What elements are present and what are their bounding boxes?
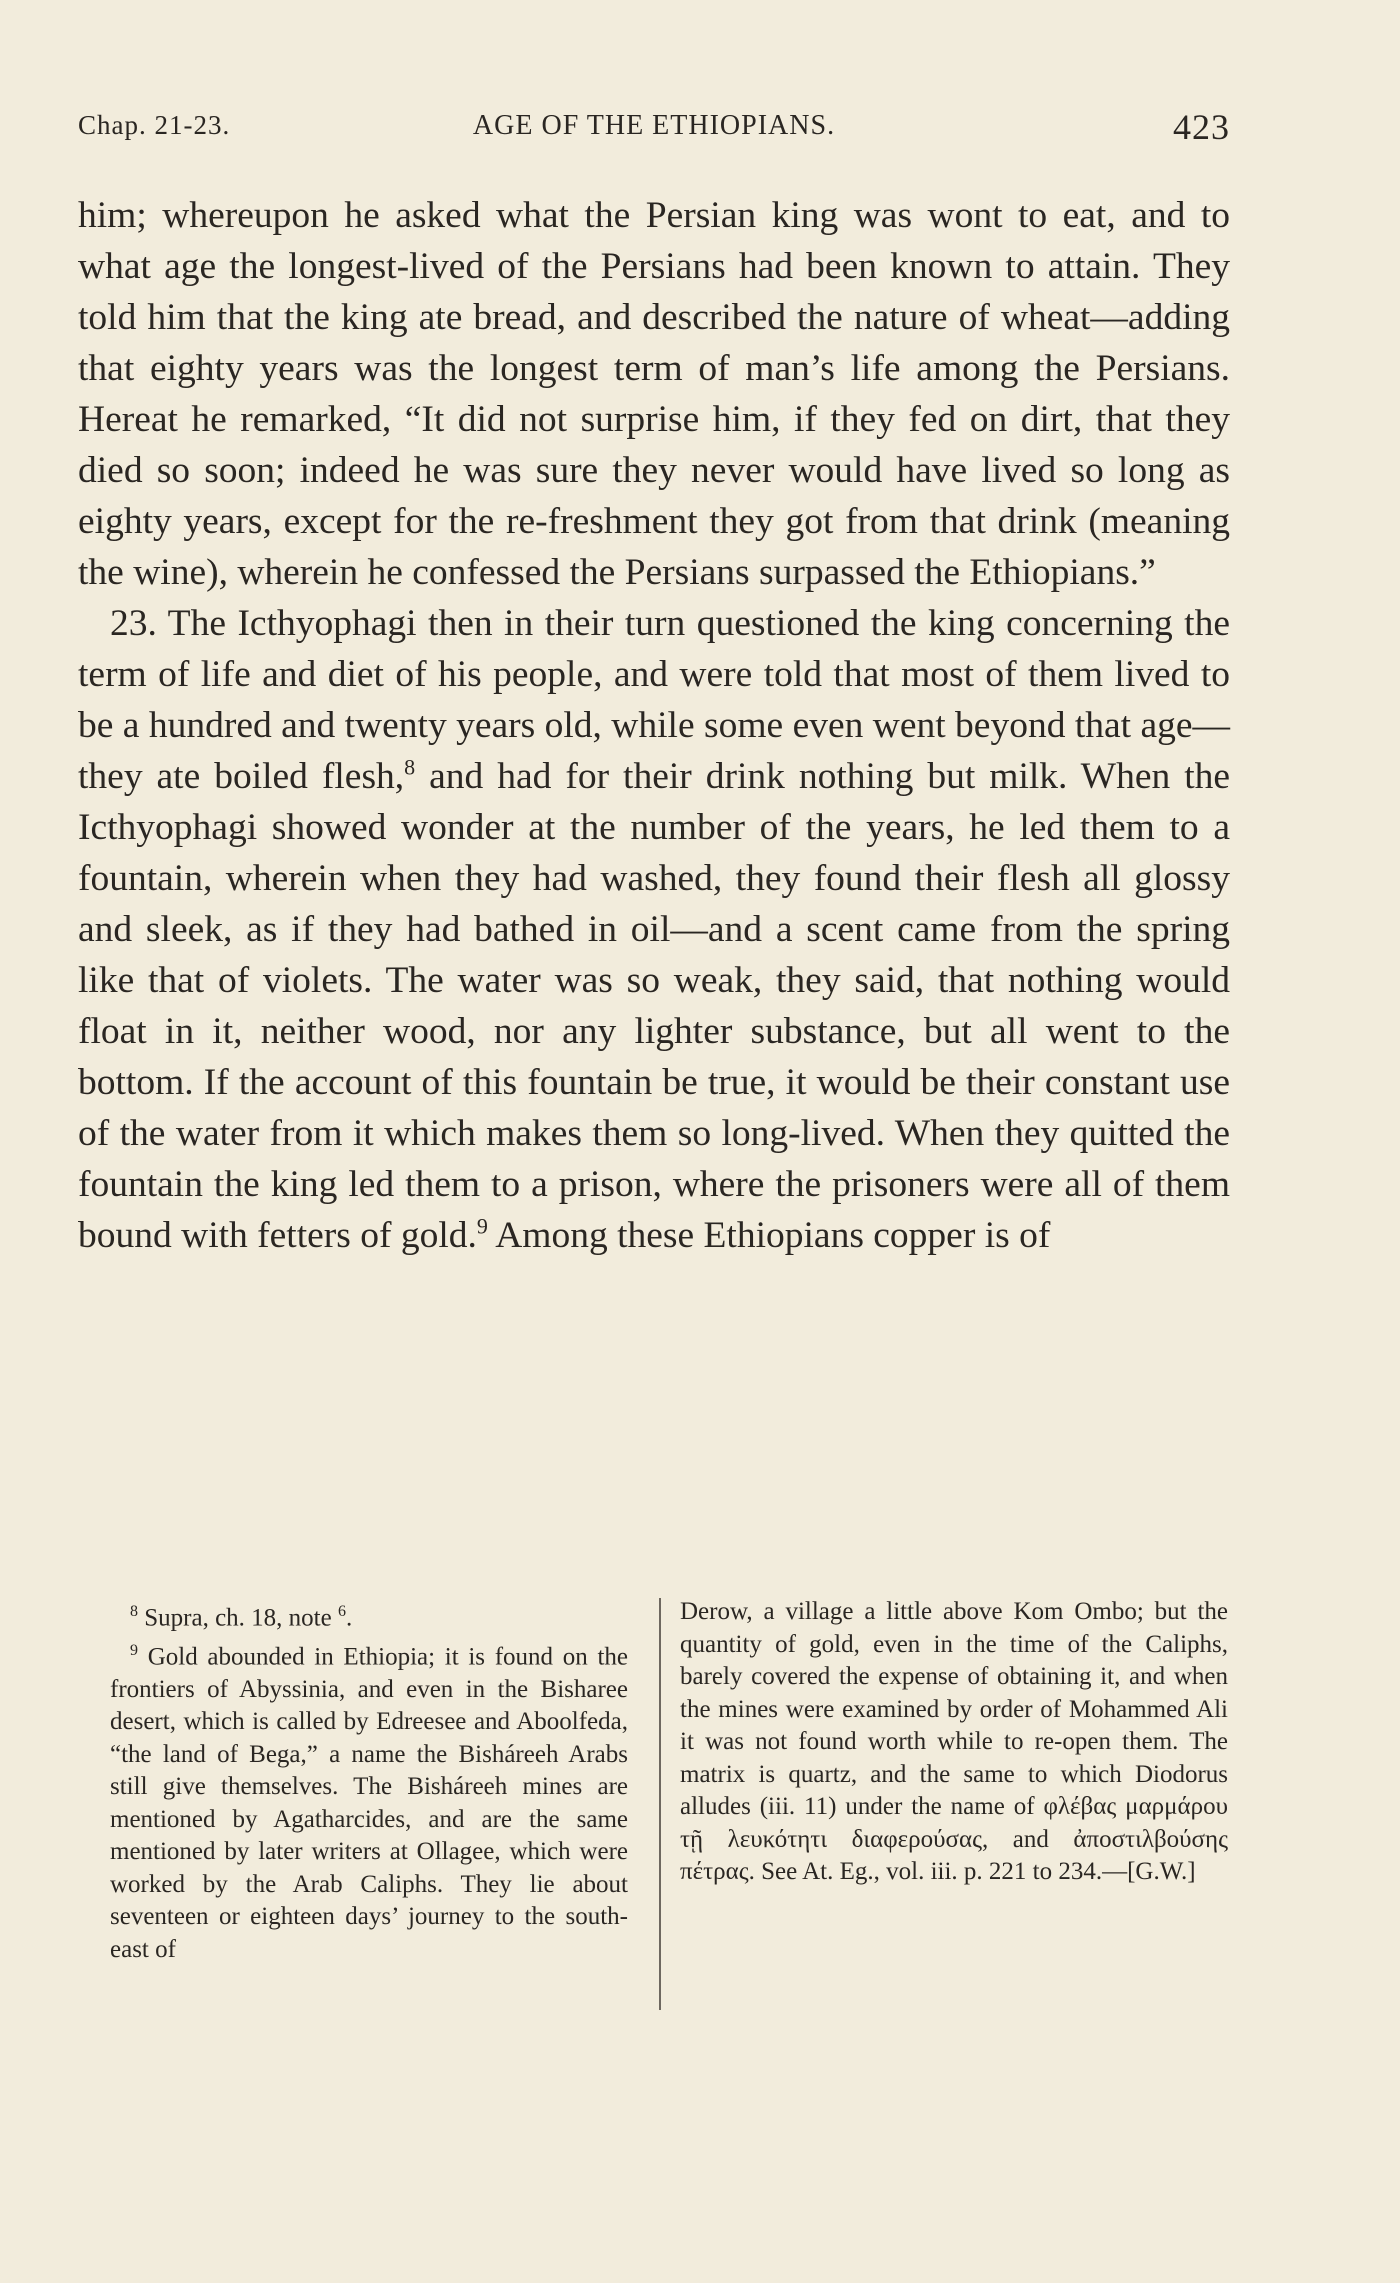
paragraph-text-part: and had for their drink nothing but milk. When the Icthyophagi showed wonder at the number of the years, he led them to a fountain, wherein when they had washed, they found their flesh all glossy and sleek, as if they had bathed in oil—and a scent came from the spring like that of violets. The water was so weak, they said, that nothing would float in it, neither wood, nor any lighter substance, but all went to the bottom. If the account of this fountain be true, it would be their constant use of the water from it which makes them so long-lived. When they quitted the fountain the king led them to a prison, where the prisoners were all of them bound with fetters of gold. [78, 756, 1231, 1256]
paragraph-text-part: 23. The Icthyophagi then in their turn questioned the king concerning the term of life and diet of his people, and were told that most of them lived to be a hundred and twenty years old, while some even went beyond that age—they ate boiled flesh, [78, 603, 1230, 797]
footnote-text-end: . [345, 1604, 353, 1632]
paragraph-23 [78, 598, 1230, 1261]
footnote-text: Supra, ch. 18, note [138, 1604, 338, 1632]
footnote-number: 9 [130, 1641, 138, 1659]
running-title: AGE OF THE ETHIOPIANS. [472, 110, 836, 141]
footnote-8 [110, 1596, 628, 1635]
footnotes-left-column [110, 1596, 628, 1966]
footnote-text: Gold abounded in Ethiopia; it is found on the frontiers of Abyssinia, and even in the Bisharee desert, which is called by Edreesee and Aboolfeda, “the land of Bega,” a name the Bisháreeh Arabs still give themselves. The Bisháreeh mines are mentioned by Agatharcides, and are the same mentioned by later writers at Ollagee, which were worked by the Arab Caliphs. They lie about seventeen or eighteen days’ journey to the south-east of [110, 1643, 628, 1963]
footnotes [110, 1596, 1228, 2036]
main-text [78, 190, 1230, 1261]
running-header [78, 106, 1230, 150]
footnote-note-number: 6 [337, 1603, 346, 1620]
chapter-reference: Chap. 21-23. [78, 110, 231, 140]
paragraph-continuation: him; whereupon he asked what the Persian king was wont to eat, and to what age the longest-lived of the Persians had been known to attain. They told him that the king ate bread, and described the nature of wheat—adding that eighty years was the longest term of man’s life among the Persians. Hereat he remarked, “It did not surprise him, if they fed on dirt, that they died so soon; indeed he was sure they never would have lived so long as eighty years, except for the re-freshment they got from that drink (meaning the wine), wherein he confessed the Persians surpassed the Ethiopians.” [78, 195, 1230, 593]
footnote-9 [110, 1635, 628, 1966]
footnote-reference-8: 8 [404, 754, 416, 780]
footnote-number: 8 [130, 1603, 138, 1620]
footnote-9-continuation: Derow, a village a little above Kom Ombo; but the quantity of gold, even in the time of the Caliphs, barely covered the expense of obtaining it, and when the mines were examined by order of Mohammed Ali it was not found worth while to re-open them. The matrix is quartz, and the same to which Diodorus alludes (iii. 11) under the name of φλέβας μαρμάρου τῇ λευκότητι διαφερούσας, and ἀποστιλβούσης πέτρας. See At. Eg., vol. iii. p. 221 to 234.—[G.W.] [680, 1598, 1228, 1885]
column-divider [659, 1598, 661, 2010]
footnotes-right-column [680, 1596, 1228, 1889]
footnote-reference-9: 9 [476, 1213, 488, 1239]
paragraph-text-part: Among these Ethiopians copper is of [487, 1215, 1051, 1256]
page-number: 423 [1173, 107, 1230, 147]
